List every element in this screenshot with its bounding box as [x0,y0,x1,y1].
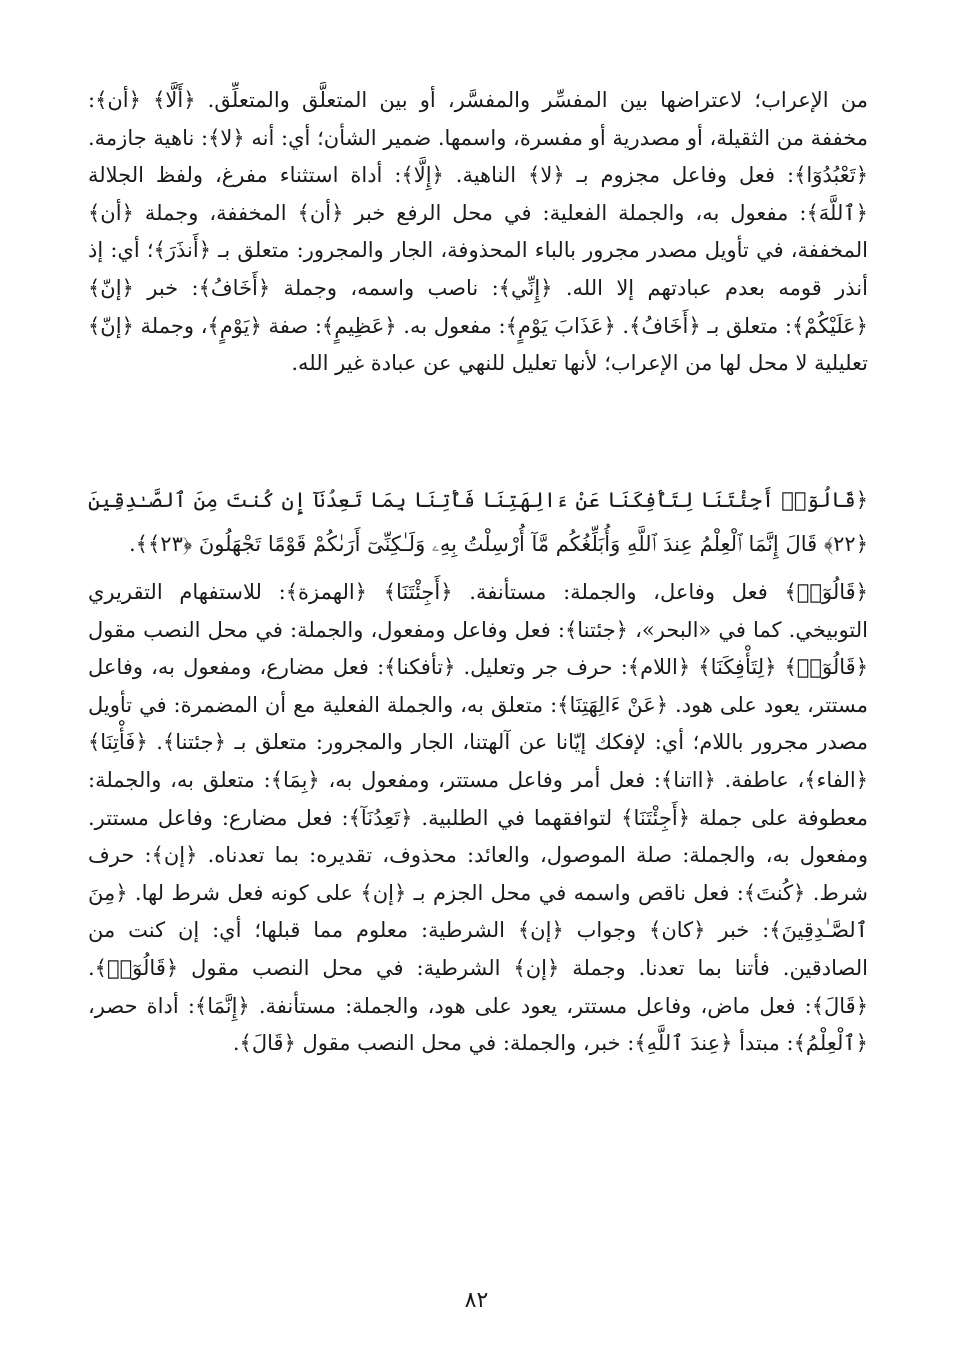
page-number: ٨٢ [464,1288,489,1313]
commentary-paragraph: ﴿قَالُوٓا۟﴾ فعل وفاعل، والجملة: مستأنفة. ﴿أَجِئْتَنَا﴾ ﴿الهمزة﴾: للاستفهام التقريري التوبيخي. كما في «البحر»، ﴿جئتنا﴾: فعل وفاعل ومفعول، والجملة: في محل النصب مقول ﴿قَالُوٓا۟﴾ ﴿لِتَأْفِكَنَا﴾ ﴿اللام﴾: حرف جر وتعليل. ﴿تأفكنا﴾: فعل مضارع، ومفعول به، وفاعل مستتر، يعود على هود. ﴿عَنْ ءَالِهَتِنَا﴾: متعلق به، والجملة الفعلية مع أن المضمرة: في تأويل مصدر مجرور باللام؛ أي: لإفكك إيّانا عن آلهتنا، الجار والمجرور: متعلق بـ ﴿جئتنا﴾. ﴿فَأْتِنَا﴾ ﴿الفاء﴾، عاطفة. ﴿ااتنا﴾: فعل أمر وفاعل مستتر، ومفعول به، ﴿بِمَا﴾: متعلق به، والجملة: معطوفة على جملة ﴿أَجِئْتَنَا﴾ لتوافقهما في الطلبية. ﴿تَعِدُنَآ﴾: فعل مضارع: وفاعل مستتر. ومفعول به، والجملة: صلة الموصول، والعائد: محذوف، تقديره: بما تعدناه. ﴿إن﴾: حرف شرط. ﴿كُنتَ﴾: فعل ناقص واسمه في محل الجزم بـ ﴿إن﴾ على كونه فعل شرط لها. ﴿مِنَ ٱلصَّـٰدِقِينَ﴾: خبر ﴿كان﴾ وجواب ﴿إن﴾ الشرطية: معلوم مما قبلها؛ أي: إن كنت من الصادقين. فأتنا بما تعدنا. وجملة ﴿إن﴾ الشرطية: في محل النصب مقول ﴿قَالُوٓا۟﴾. ﴿قَالَ﴾: فعل ماض، وفاعل مستتر، يعود على هود، والجملة: مستأنفة. ﴿إِنَّمَا﴾: أداة حصر، ﴿ٱلْعِلْمُ﴾: مبتدأ ﴿عِندَ ٱللَّهِ﴾: خبر، والجملة: في محل النصب مقول ﴿قَالَ﴾. [88,580,868,1056]
commentary-paragraph: من الإعراب؛ لاعتراضها بين المفسِّر والمفسَّر، أو بين المتعلَّق والمتعلِّق. ﴿أَلَّا﴾ ﴿أن﴾: مخففة من الثقيلة، أو مصدرية أو مفسرة، واسمها. ضمير الشأن؛ أي: أنه ﴿لا﴾: ناهية جازمة. ﴿تَعْبُدُوٓا﴾: فعل وفاعل مجزوم بـ ﴿لا﴾ الناهية. ﴿إِلَّا﴾: أداة استثناء مفرغ، ولفظ الجلالة ﴿ٱللَّهَ﴾: مفعول به، والجملة الفعلية: في محل الرفع خبر ﴿أن﴾ المخففة، وجملة ﴿أن﴾ المخففة، في تأويل مصدر مجرور بالباء المحذوفة، الجار والمجرور: متعلق بـ ﴿أَنذَرَ﴾؛ أي: إذ أنذر قومه بعدم عبادتهم إلا الله. ﴿إِنِّي﴾: ناصب واسمه، وجملة ﴿أَخَافُ﴾: خبر ﴿إنّ﴾ ﴿عَلَيْكُمْ﴾: متعلق بـ ﴿أَخَافُ﴾. ﴿عَذَابَ يَوْمٍ﴾: مفعول به. ﴿عَظِيمٍ﴾: صفة ﴿يَوْمٍ﴾، وجملة ﴿إنّ﴾ تعليلية لا محل لها من الإعراب؛ لأنها تعليل للنهي عن عبادة غير الله. [88,88,868,376]
page-body [88,82,868,1272]
quran-verse: ﴿قَالُوٓا۟ أَجِئْتَنَا لِتَأْفِكَنَا عَنْ ءَالِهَتِنَا فَأْتِنَا بِمَا تَعِدُنَآ إِن كُنتَ مِنَ ٱلصَّـٰدِقِينَ ﴿٢٢﴾ قَالَ إِنَّمَا ٱلْعِلْمُ عِندَ ٱللَّهِ وَأُبَلِّغُكُم مَّآ أُرْسِلْتُ بِهِۦ وَلَـٰكِنِّىٓ أَرَىٰكُمْ قَوْمًا تَجْهَلُونَ ﴿٢٣﴾﴾. [88,488,868,556]
